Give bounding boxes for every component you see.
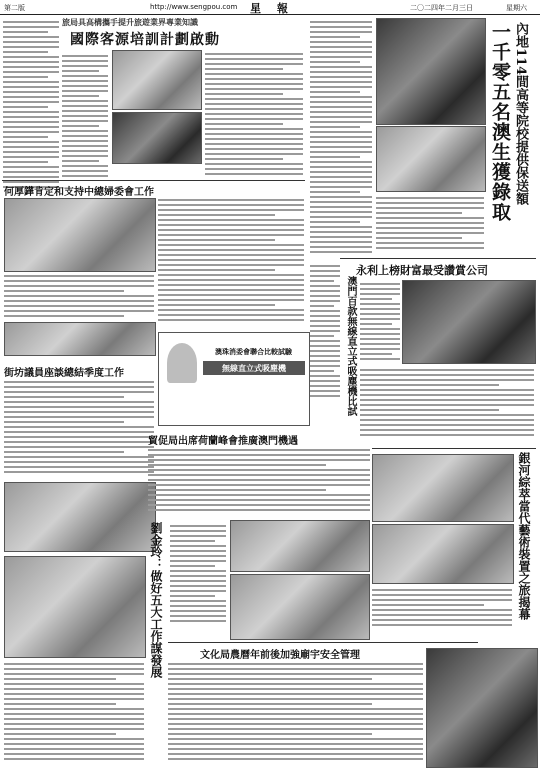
article-a5-text	[4, 660, 144, 765]
divider	[372, 448, 536, 449]
article-a8-text-2	[360, 366, 534, 446]
article-a2-text-2	[4, 272, 154, 320]
article-a1-text	[3, 18, 59, 188]
article-a2-text	[158, 196, 304, 326]
ad-box	[158, 332, 310, 426]
article-a9-title: 澳門百款無線直立式吸塵機比試	[345, 276, 356, 416]
article-a5-photo	[4, 556, 146, 658]
article-a10-text	[372, 586, 512, 640]
article-a4-photo-1	[230, 520, 370, 572]
article-a3-photo-2	[4, 482, 156, 552]
page-number: 第二版	[4, 4, 25, 12]
article-a3-title: 街坊議員座談總結季度工作	[4, 368, 124, 379]
article-a3-text	[4, 378, 154, 478]
article-a6-text	[168, 660, 423, 765]
article-a7-photo-1	[376, 18, 486, 125]
article-a10-photo-1	[372, 454, 514, 522]
article-a4-photo-2	[230, 574, 370, 640]
article-a2-title: 何厚鏵肯定和支持中總婦委會工作	[4, 187, 154, 198]
divider	[168, 642, 478, 643]
article-a7-kicker: 內地114間高等院校提供保送額	[513, 22, 528, 206]
article-a3-photo	[4, 322, 156, 356]
weekday: 星期六	[506, 4, 527, 12]
divider	[340, 258, 536, 259]
article-a1-kicker: 旅局具高構攜手提升旅遊業界專業知識	[62, 17, 198, 27]
article-a8-title: 永利上榜財富最受讚賞公司	[356, 264, 488, 277]
ad-line-2: 無線直立式吸塵機	[203, 361, 305, 375]
mascot-icon	[167, 343, 197, 383]
article-a10-photo-2	[372, 524, 514, 584]
ad-line-1: 澳珠消委會聯合比較試驗	[215, 347, 292, 356]
article-a8-text-1	[360, 280, 400, 375]
article-a4-text-2	[170, 522, 226, 642]
page-header	[0, 0, 540, 15]
article-a1-text-3	[205, 50, 303, 180]
article-a5-title: 劉金玲：做好五大工作謀發展	[149, 522, 163, 678]
article-a6-title: 文化局農曆年前後加強廟宇安全管理	[200, 650, 360, 661]
article-a1-photo-2	[112, 112, 202, 164]
article-a4-title: 貿促局出席荷蘭峰會推廣澳門機遇	[148, 436, 298, 447]
masthead: 星 報	[250, 2, 294, 15]
article-a1-photo-1	[112, 50, 202, 110]
site-url[interactable]: http://www.sengpou.com	[150, 3, 238, 11]
article-a1-text-2	[62, 52, 108, 182]
article-a2-photo	[4, 198, 156, 272]
issue-date: 二〇二四年二月三日	[410, 4, 473, 12]
article-a4-text	[148, 446, 370, 518]
article-a7-title: 一千零五名澳生獲錄取	[489, 22, 511, 222]
article-a7-photo-2	[376, 126, 486, 192]
article-a7-text-2	[376, 194, 484, 254]
article-a7-text	[310, 18, 372, 258]
article-a10-title: 銀河綜萃當代藝術裝置之旅揭幕	[517, 452, 531, 620]
article-a10-photo-3	[426, 648, 538, 768]
article-a8-photo	[402, 280, 536, 364]
divider	[2, 180, 305, 181]
article-a1-title: 國際客源培訓計劃啟動	[70, 32, 220, 48]
article-a9-text	[310, 262, 340, 422]
